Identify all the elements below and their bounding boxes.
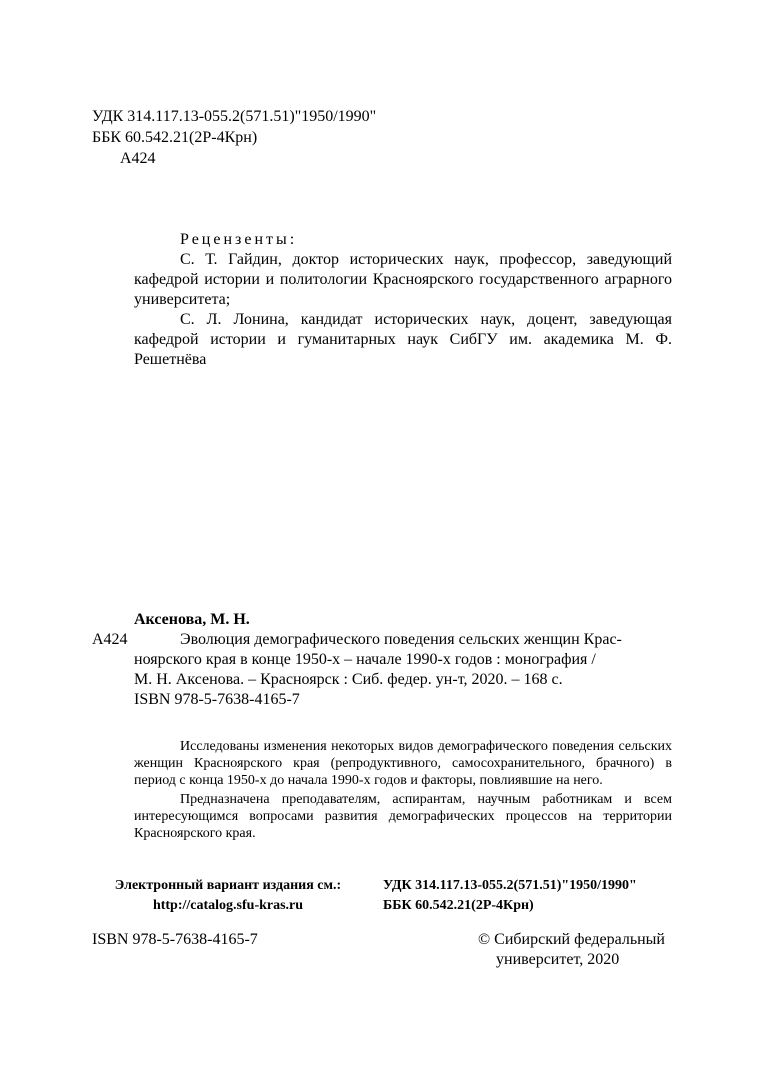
author-name: Аксенова, М. Н. xyxy=(134,611,250,628)
reviewer-entry: С. Т. Гайдин, доктор исторических наук, профессор, заведующий кафедрой истории и политологии Красноярского государственного аграрного университета; xyxy=(134,251,672,308)
copyright-line: © Сибирский федеральный xyxy=(478,931,665,948)
electronic-version-block xyxy=(92,876,364,916)
footer-bbk-code: ББК 60.542.21(2Р-4Крн) xyxy=(383,898,534,913)
bibliographic-code: А424 xyxy=(92,631,128,648)
bibliographic-line: ноярского края в конце 1950-х – начале 1990-х годов : монография / xyxy=(134,651,596,668)
bibliographic-line: М. Н. Аксенова. – Красноярск : Сиб. федер. ун-т, 2020. – 168 с. xyxy=(134,671,563,688)
bibliographic-record xyxy=(92,610,672,710)
classification-block xyxy=(383,876,637,916)
copyright-line: университет, 2020 xyxy=(496,951,620,968)
reviewer-entry: С. Л. Лонина, кандидат исторических наук, доцент, заведующая кафедрой истории и гуманитарных наук СибГУ им. академика М. Ф. Решетнёва xyxy=(134,311,672,368)
catalog-link[interactable]: http://catalog.sfu-kras.ru xyxy=(152,898,304,913)
reviewers-heading: Рецензенты: xyxy=(180,231,298,248)
abstract-paragraph: Исследованы изменения некоторых видов демографического поведения сельских женщин Красноярского края (репродуктивного, самосохранительного, брачного) в период с конца 1950-х до начала 1990-х годов и факторы, повлиявшие на него. xyxy=(134,739,672,788)
reviewers-section xyxy=(134,230,672,370)
author-code: А424 xyxy=(120,150,156,167)
bibliographic-isbn: ISBN 978-5-7638-4165-7 xyxy=(134,691,300,708)
footer-isbn: ISBN 978-5-7638-4165-7 xyxy=(92,931,258,948)
bibliographic-line: Эволюция демографического поведения сельских женщин Крас- xyxy=(180,631,622,648)
udk-code: УДК 314.117.13-055.2(571.51)"1950/1990" xyxy=(92,108,377,125)
electronic-version-label: Электронный вариант издания см.: xyxy=(114,878,342,893)
abstract-paragraph: Предназначена преподавателям, аспирантам, научным работникам и всем интересующимся вопросами развития демографических процессов на территории Красноярского края. xyxy=(134,792,672,841)
footer-udk-code: УДК 314.117.13-055.2(571.51)"1950/1990" xyxy=(383,878,637,893)
abstract-section xyxy=(134,738,672,842)
bbk-code: ББК 60.542.21(2Р-4Крн) xyxy=(92,129,258,146)
bibliographic-description xyxy=(134,630,672,690)
copyright-notice xyxy=(478,930,665,970)
